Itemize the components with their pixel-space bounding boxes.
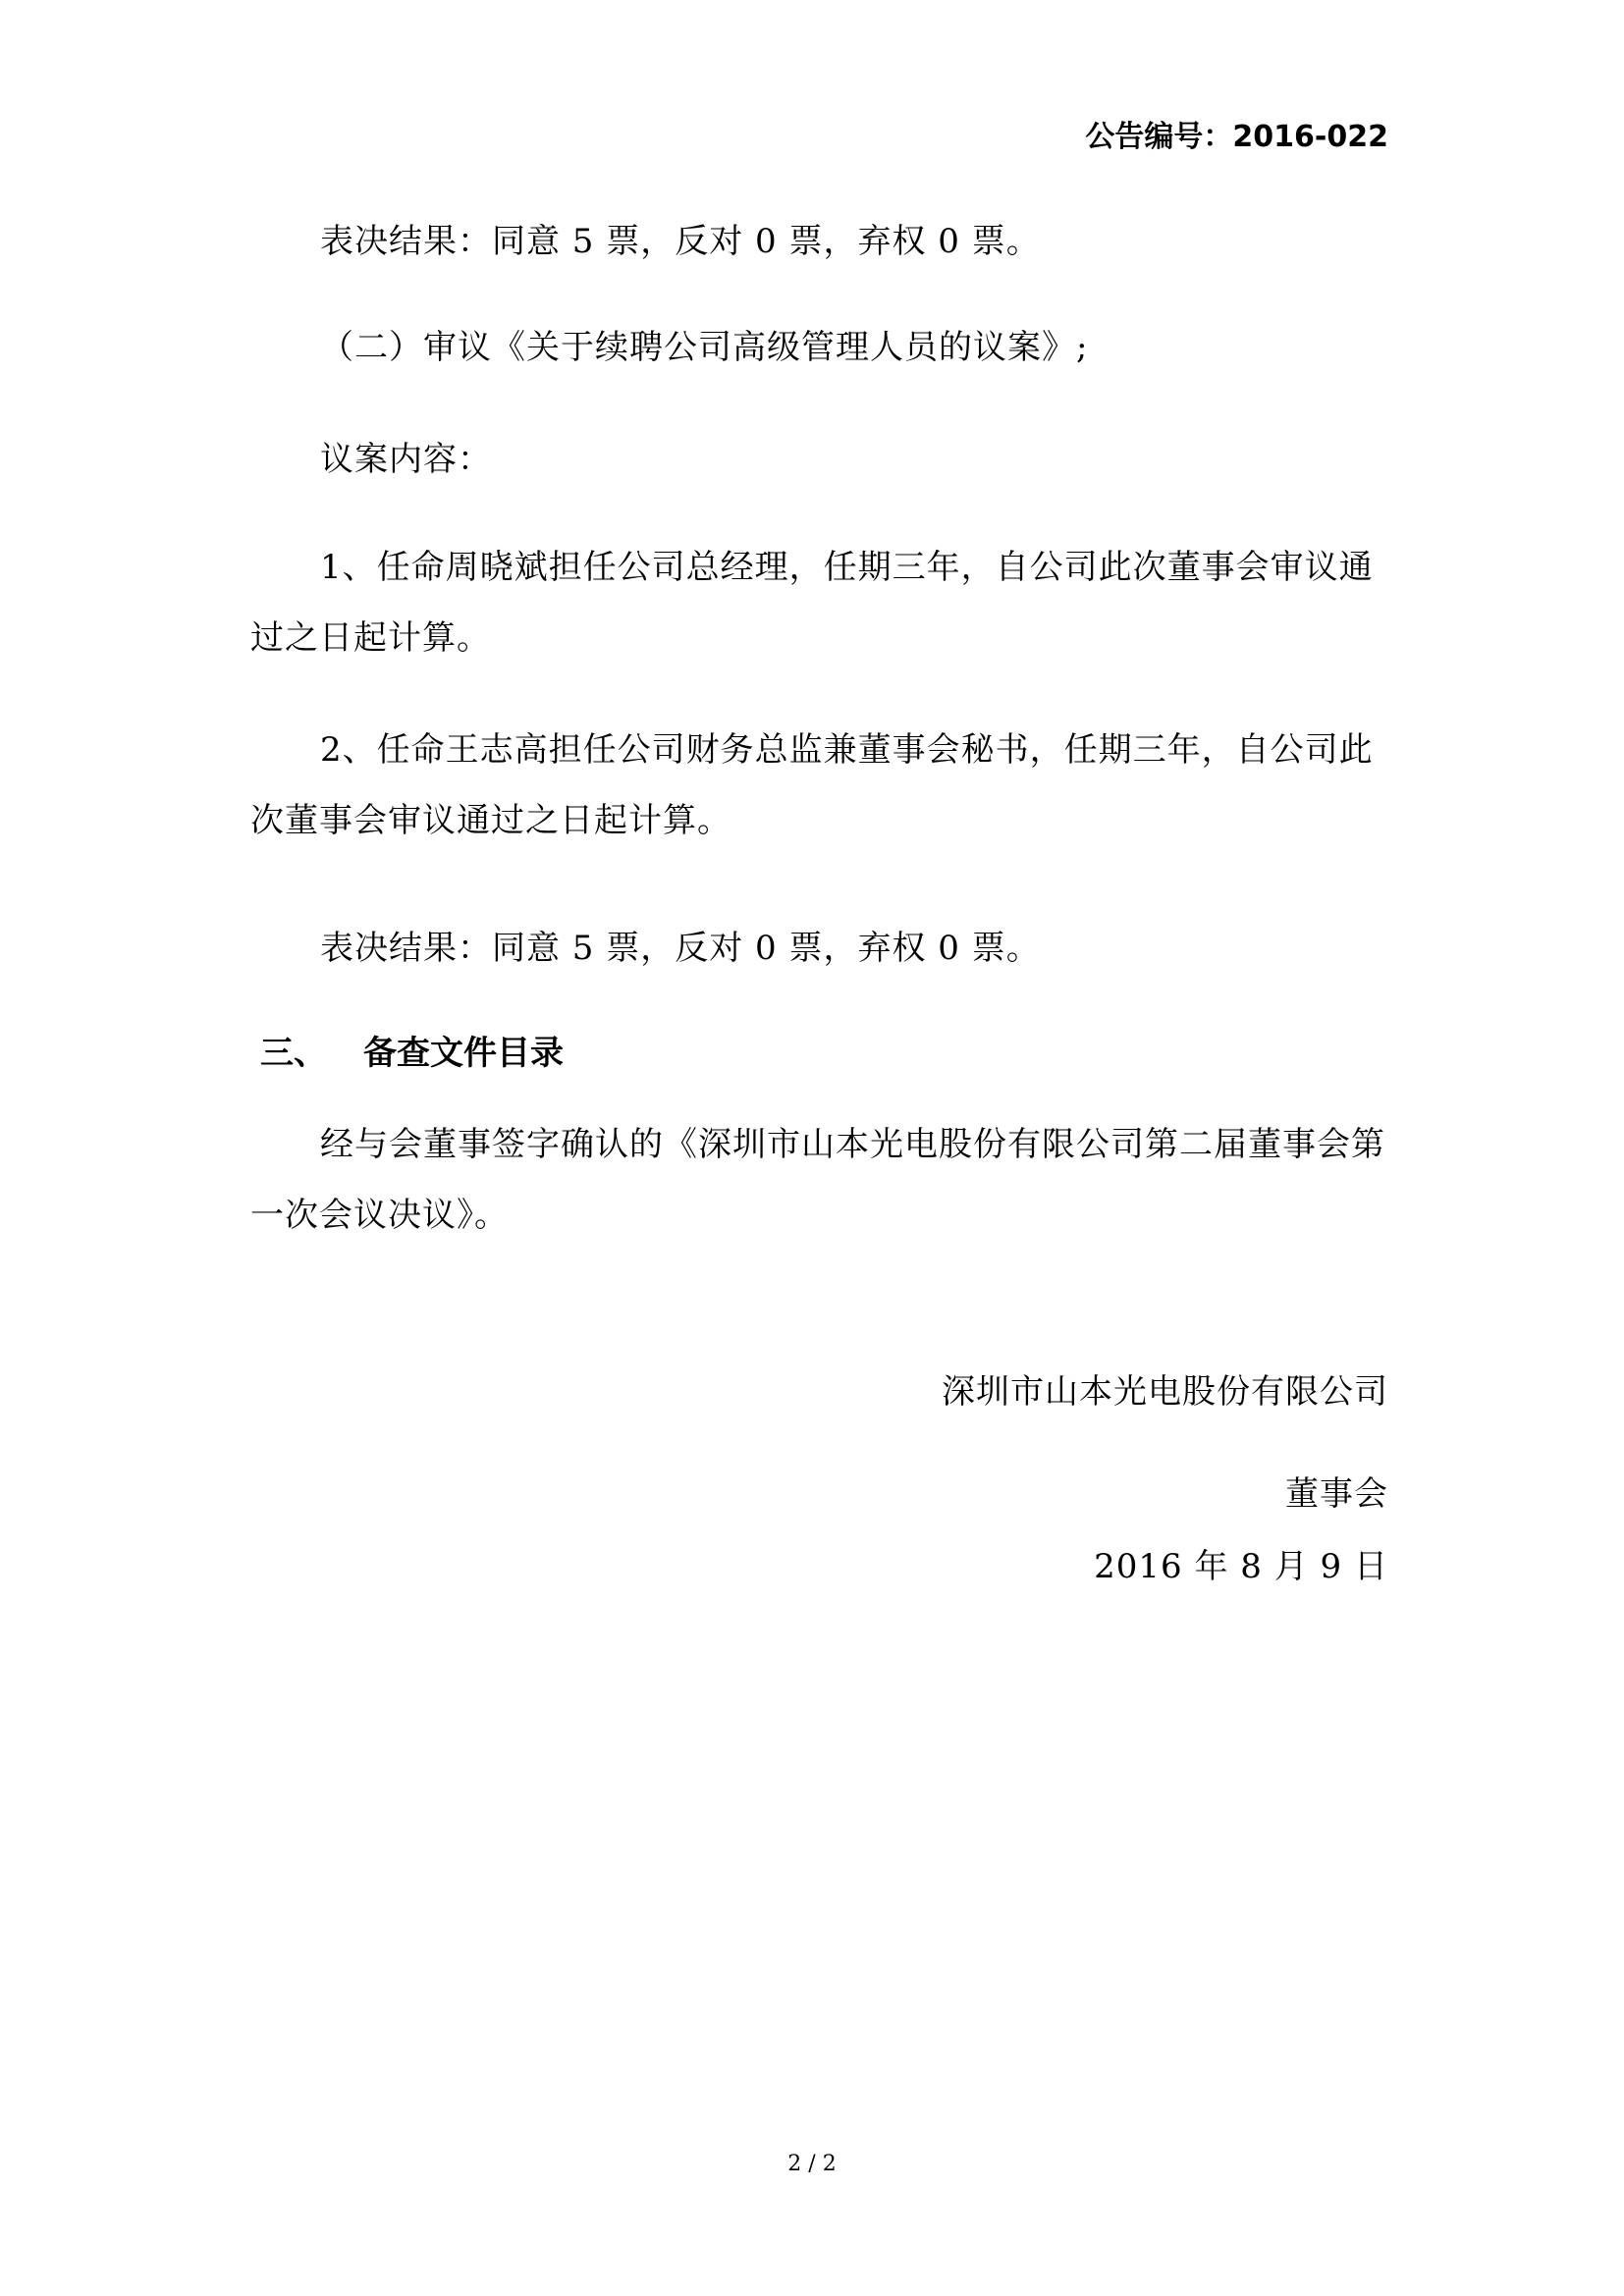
announcement-number: 公告编号：2016-022 [1085,120,1388,154]
page-number: 2 / 2 [787,2152,837,2176]
appointment-1: 1、任命周晓斌担任公司总经理，任期三年，自公司此次董事会审议通过之日起计算。 [250,548,1374,658]
section-3-title: 备查文件目录 [363,1034,564,1073]
signature-date: 2016 年 8 月 9 日 [1094,1547,1388,1586]
section-3-number: 三、 [260,1034,327,1073]
signature-board: 董事会 [1285,1474,1388,1514]
item-2-title: （二）审议《关于续聘公司高级管理人员的议案》; [320,328,1089,367]
section-3-content: 经与会董事签字确认的《深圳市山本光电股份有限公司第二届董事会第一次会议决议》。 [250,1125,1385,1235]
motion-content-label: 议案内容： [320,440,492,479]
vote-result-2: 表决结果：同意 5 票，反对 0 票，弃权 0 票。 [320,929,1041,968]
section-3-heading [260,1026,564,1081]
vote-result-1: 表决结果：同意 5 票，反对 0 票，弃权 0 票。 [320,222,1041,261]
signature-company: 深圳市山本光电股份有限公司 [942,1372,1388,1412]
appointment-2: 2、任命王志高担任公司财务总监兼董事会秘书，任期三年，自公司此次董事会审议通过之日起计算。 [250,730,1374,840]
